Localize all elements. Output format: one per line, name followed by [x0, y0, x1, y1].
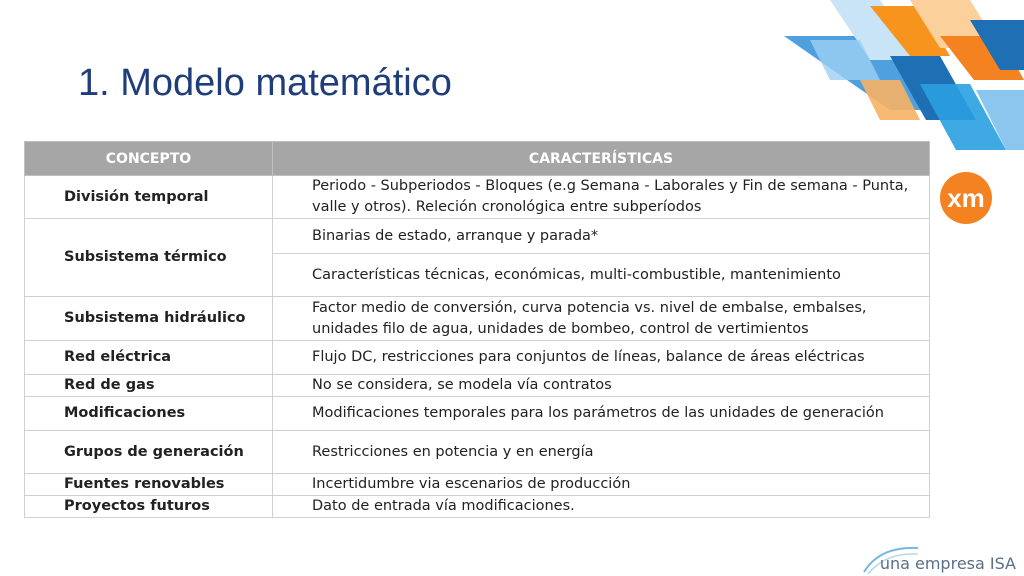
characteristics-cell: Periodo - Subperiodos - Bloques (e.g Semana - Laborales y Fin de semana - Punta, valle y otros). Releción cronológica entre subperíodos — [273, 176, 930, 219]
column-header-concept: CONCEPTO — [25, 142, 273, 176]
footer-brand — [860, 540, 1024, 576]
slide-title: 1. Modelo matemático — [78, 62, 452, 104]
concept-cell: Proyectos futuros — [25, 496, 273, 518]
characteristics-cell: Características técnicas, económicas, multi-combustible, mantenimiento — [273, 254, 930, 297]
characteristics-cell: Flujo DC, restricciones para conjuntos de líneas, balance de áreas eléctricas — [273, 341, 930, 375]
footer-text: una empresa ISA — [879, 554, 1016, 573]
characteristics-cell: Restricciones en potencia y en energía — [273, 431, 930, 474]
column-header-characteristics: CARACTERÍSTICAS — [273, 142, 930, 176]
characteristics-cell: Modificaciones temporales para los parámetros de las unidades de generación — [273, 397, 930, 431]
xm-logo — [932, 170, 1000, 226]
svg-text:xm: xm — [947, 183, 985, 213]
decorative-pattern — [770, 0, 1024, 160]
concept-cell: División temporal — [25, 176, 273, 219]
concept-cell: Subsistema hidráulico — [25, 297, 273, 341]
concept-cell: Fuentes renovables — [25, 474, 273, 496]
characteristics-cell: Dato de entrada vía modificaciones. — [273, 496, 930, 518]
characteristics-cell: Binarias de estado, arranque y parada* — [273, 219, 930, 254]
characteristics-cell: No se considera, se modela vía contratos — [273, 375, 930, 397]
characteristics-cell: Incertidumbre via escenarios de producción — [273, 474, 930, 496]
concept-cell: Subsistema térmico — [25, 219, 273, 297]
concept-cell: Modificaciones — [25, 397, 273, 431]
concept-cell: Grupos de generación — [25, 431, 273, 474]
concept-cell: Red de gas — [25, 375, 273, 397]
concept-cell: Red eléctrica — [25, 341, 273, 375]
characteristics-cell: Factor medio de conversión, curva potencia vs. nivel de embalse, embalses, unidades filo de agua, unidades de bombeo, control de vertimientos — [273, 297, 930, 341]
model-table — [24, 141, 930, 518]
